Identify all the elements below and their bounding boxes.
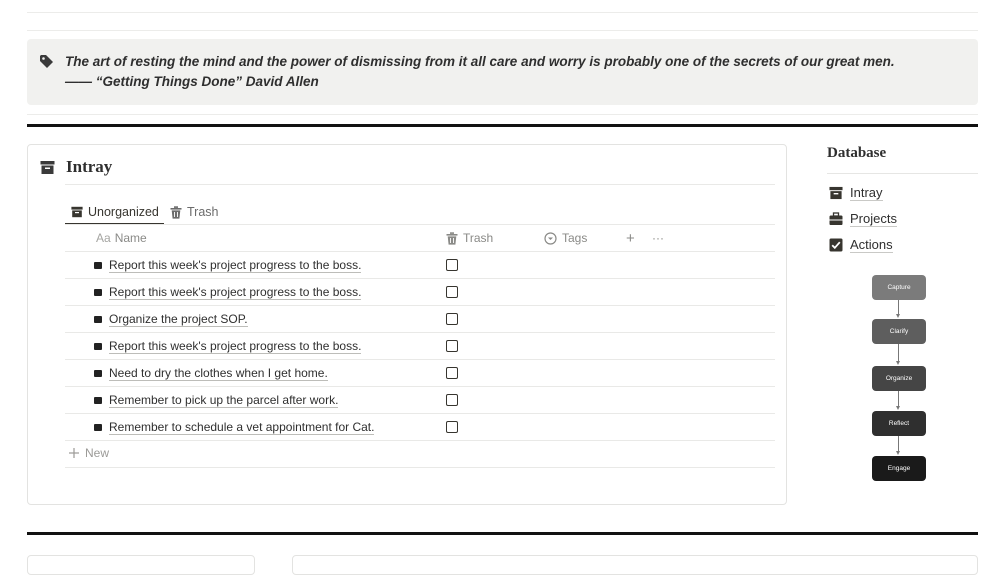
page-icon — [94, 289, 102, 296]
quote-callout — [27, 39, 978, 105]
flow-arrow — [898, 300, 899, 314]
row-title: Remember to schedule a vet appointment for Cat. — [109, 419, 375, 434]
tab-unorganized[interactable] — [71, 199, 159, 225]
trash-icon — [446, 232, 458, 245]
sidebar-item-projects[interactable] — [829, 211, 897, 227]
more-options-button[interactable]: ··· — [652, 231, 664, 245]
page-icon — [94, 424, 102, 431]
plus-icon — [69, 448, 79, 458]
quote-divider — [27, 114, 978, 115]
text-type-icon: Aa — [96, 231, 111, 245]
archive-icon — [71, 206, 83, 218]
tabs-divider — [65, 224, 775, 225]
page-icon — [94, 370, 102, 377]
row-divider — [65, 359, 775, 360]
page-icon — [94, 343, 102, 350]
database-heading-divider — [827, 173, 978, 174]
row-title: Report this week's project progress to the boss. — [109, 257, 362, 272]
trash-checkbox[interactable] — [446, 286, 458, 298]
trash-checkbox[interactable] — [446, 340, 458, 352]
flow-step-capture: Capture — [872, 275, 926, 300]
row-divider — [65, 332, 775, 333]
sidebar-item-intray[interactable] — [829, 185, 883, 201]
column-trash-label: Trash — [463, 231, 494, 245]
archive-icon — [40, 160, 55, 175]
intray-title: Intray — [66, 157, 113, 176]
checkbox-icon — [829, 238, 843, 252]
table-row[interactable] — [94, 312, 248, 326]
sidebar-item-label: Intray — [850, 185, 883, 200]
flow-arrow-head — [896, 361, 900, 365]
trash-checkbox[interactable] — [446, 421, 458, 433]
section-divider-top — [27, 124, 978, 127]
column-header-trash[interactable] — [446, 229, 493, 247]
tag-icon — [39, 54, 55, 70]
sidebar-item-actions[interactable] — [829, 237, 893, 253]
trash-checkbox[interactable] — [446, 313, 458, 325]
tab-trash-label: Trash — [187, 205, 219, 219]
flow-arrow — [898, 391, 899, 406]
tab-unorganized-label: Unorganized — [88, 205, 159, 219]
table-row[interactable] — [94, 285, 361, 299]
flow-arrow — [898, 344, 899, 361]
trash-checkbox[interactable] — [446, 394, 458, 406]
new-row-button[interactable] — [69, 446, 109, 460]
flow-arrow-head — [896, 314, 900, 318]
flow-step-clarify: Clarify — [872, 319, 926, 344]
row-divider — [65, 278, 775, 279]
title-divider — [65, 184, 775, 185]
header-divider — [65, 251, 775, 252]
row-divider — [65, 305, 775, 306]
section-divider-bottom — [27, 532, 978, 535]
quote-text: The art of resting the mind and the power of dismissing from it all care and worry is probably one of the secrets of our great men. — [65, 54, 895, 69]
table-row[interactable] — [94, 339, 361, 353]
row-title: Remember to pick up the parcel after work. — [109, 392, 339, 407]
sidebar-item-label: Projects — [850, 211, 897, 226]
column-header-tags[interactable] — [544, 229, 587, 247]
row-title: Need to dry the clothes when I get home. — [109, 365, 328, 380]
row-divider — [65, 440, 775, 441]
page-icon — [94, 316, 102, 323]
bottom-card-right — [292, 555, 978, 575]
select-icon — [544, 232, 557, 245]
trash-checkbox[interactable] — [446, 367, 458, 379]
new-row-label: New — [85, 446, 110, 460]
row-title: Organize the project SOP. — [109, 311, 248, 326]
page-icon — [94, 397, 102, 404]
table-row[interactable] — [94, 258, 361, 272]
flow-arrow-head — [896, 406, 900, 410]
flow-step-organize: Organize — [872, 366, 926, 391]
flow-arrow-head — [896, 451, 900, 455]
add-property-button[interactable]: + — [626, 229, 635, 247]
column-tags-label: Tags — [562, 231, 588, 245]
row-title: Report this week's project progress to the boss. — [109, 284, 362, 299]
briefcase-icon — [829, 212, 843, 226]
top-divider-1 — [27, 12, 978, 13]
archive-icon — [829, 186, 843, 200]
flow-step-reflect: Reflect — [872, 411, 926, 436]
table-row[interactable] — [94, 420, 374, 434]
column-name-label: Name — [114, 231, 147, 245]
intray-database-card — [27, 144, 787, 505]
column-header-name[interactable] — [96, 229, 147, 247]
flow-arrow — [898, 436, 899, 451]
database-heading: Database — [827, 145, 887, 161]
sidebar-item-label: Actions — [850, 237, 893, 252]
tab-trash[interactable] — [170, 199, 219, 225]
row-divider — [65, 386, 775, 387]
page-icon — [94, 262, 102, 269]
top-divider-2 — [27, 30, 978, 31]
trash-checkbox[interactable] — [446, 259, 458, 271]
new-row-divider — [65, 467, 775, 468]
quote-attribution: —— “Getting Things Done” David Allen — [65, 74, 319, 89]
trash-icon — [170, 206, 182, 219]
row-title: Report this week's project progress to the boss. — [109, 338, 362, 353]
table-row[interactable] — [94, 393, 338, 407]
flow-step-engage: Engage — [872, 456, 926, 481]
bottom-card-left — [27, 555, 255, 575]
row-divider — [65, 413, 775, 414]
table-row[interactable] — [94, 366, 328, 380]
